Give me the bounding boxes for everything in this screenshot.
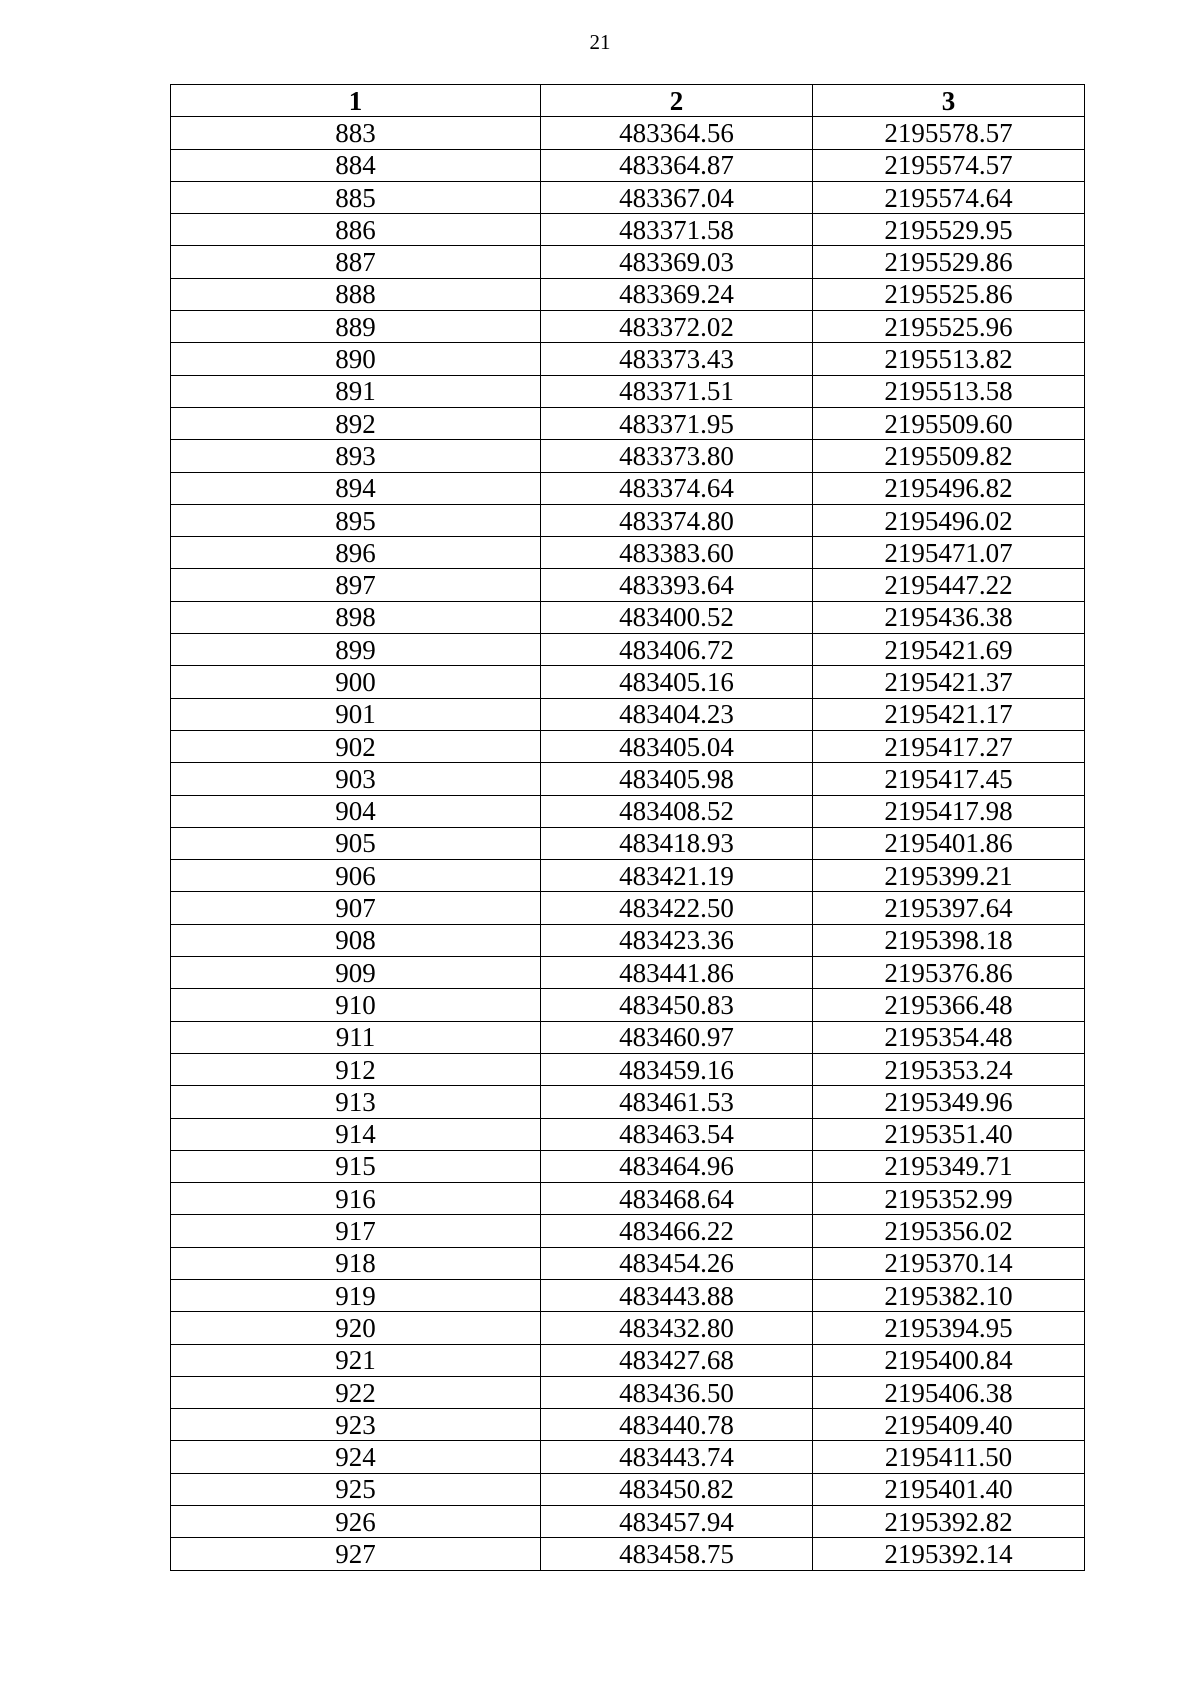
table-cell-col-2: 483459.16 (541, 1053, 813, 1085)
table-row (171, 795, 1085, 827)
table-row (171, 827, 1085, 859)
table-cell-col-3: 2195513.82 (813, 343, 1085, 375)
table-row (171, 730, 1085, 762)
coordinates-table (170, 84, 1085, 1571)
table-cell-col-2: 483405.16 (541, 666, 813, 698)
table-cell-col-1: 896 (171, 537, 541, 569)
table-cell-col-2: 483422.50 (541, 892, 813, 924)
table-cell-col-2: 483432.80 (541, 1312, 813, 1344)
table-cell-col-2: 483364.56 (541, 117, 813, 149)
table-cell-col-1: 912 (171, 1053, 541, 1085)
table-cell-col-1: 925 (171, 1473, 541, 1505)
table-row (171, 504, 1085, 536)
table-row (171, 1086, 1085, 1118)
table-cell-col-1: 887 (171, 246, 541, 278)
table-cell-col-1: 889 (171, 311, 541, 343)
table-row (171, 440, 1085, 472)
table-header-row (171, 85, 1085, 117)
table-cell-col-3: 2195398.18 (813, 924, 1085, 956)
table-cell-col-1: 919 (171, 1279, 541, 1311)
table-cell-col-2: 483436.50 (541, 1376, 813, 1408)
table-row (171, 1053, 1085, 1085)
table-cell-col-1: 920 (171, 1312, 541, 1344)
table-cell-col-2: 483454.26 (541, 1247, 813, 1279)
table-row (171, 1118, 1085, 1150)
table-cell-col-2: 483440.78 (541, 1409, 813, 1441)
table-cell-col-2: 483404.23 (541, 698, 813, 730)
table-cell-col-3: 2195356.02 (813, 1215, 1085, 1247)
table-cell-col-3: 2195376.86 (813, 957, 1085, 989)
table-cell-col-1: 906 (171, 860, 541, 892)
table-row (171, 343, 1085, 375)
table-row (171, 1279, 1085, 1311)
table-cell-col-1: 922 (171, 1376, 541, 1408)
table-row (171, 569, 1085, 601)
table-cell-col-1: 893 (171, 440, 541, 472)
table-cell-col-3: 2195392.82 (813, 1506, 1085, 1538)
table-cell-col-1: 914 (171, 1118, 541, 1150)
table-cell-col-3: 2195421.17 (813, 698, 1085, 730)
table-row (171, 117, 1085, 149)
table-cell-col-1: 924 (171, 1441, 541, 1473)
table-cell-col-3: 2195353.24 (813, 1053, 1085, 1085)
table-cell-col-3: 2195574.64 (813, 181, 1085, 213)
table-cell-col-2: 483418.93 (541, 827, 813, 859)
table-cell-col-1: 911 (171, 1021, 541, 1053)
table-cell-col-3: 2195529.86 (813, 246, 1085, 278)
table-cell-col-1: 886 (171, 214, 541, 246)
table-cell-col-2: 483423.36 (541, 924, 813, 956)
table-cell-col-2: 483421.19 (541, 860, 813, 892)
table-cell-col-2: 483373.43 (541, 343, 813, 375)
table-cell-col-3: 2195578.57 (813, 117, 1085, 149)
table-cell-col-1: 908 (171, 924, 541, 956)
table-cell-col-1: 885 (171, 181, 541, 213)
table-cell-col-2: 483468.64 (541, 1183, 813, 1215)
table-cell-col-2: 483393.64 (541, 569, 813, 601)
table-row (171, 989, 1085, 1021)
table-row (171, 181, 1085, 213)
table-cell-col-1: 888 (171, 278, 541, 310)
table-cell-col-3: 2195529.95 (813, 214, 1085, 246)
table-cell-col-2: 483373.80 (541, 440, 813, 472)
table-cell-col-3: 2195447.22 (813, 569, 1085, 601)
table-cell-col-2: 483461.53 (541, 1086, 813, 1118)
table-cell-col-3: 2195525.86 (813, 278, 1085, 310)
table-cell-col-3: 2195392.14 (813, 1538, 1085, 1570)
table-row (171, 214, 1085, 246)
table-cell-col-3: 2195471.07 (813, 537, 1085, 569)
table-cell-col-1: 918 (171, 1247, 541, 1279)
table-cell-col-2: 483405.04 (541, 730, 813, 762)
table-row (171, 1312, 1085, 1344)
table-cell-col-2: 483443.74 (541, 1441, 813, 1473)
table-cell-col-3: 2195394.95 (813, 1312, 1085, 1344)
table-row (171, 472, 1085, 504)
table-row (171, 1021, 1085, 1053)
table-cell-col-1: 902 (171, 730, 541, 762)
column-header-1: 1 (171, 85, 541, 117)
table-cell-col-3: 2195525.96 (813, 311, 1085, 343)
table-cell-col-1: 901 (171, 698, 541, 730)
table-cell-col-1: 890 (171, 343, 541, 375)
table-row (171, 1538, 1085, 1570)
table-cell-col-3: 2195417.45 (813, 763, 1085, 795)
table-cell-col-1: 883 (171, 117, 541, 149)
table-row (171, 698, 1085, 730)
table-cell-col-3: 2195574.57 (813, 149, 1085, 181)
table-cell-col-2: 483371.51 (541, 375, 813, 407)
table-cell-col-3: 2195400.84 (813, 1344, 1085, 1376)
table-cell-col-3: 2195349.71 (813, 1150, 1085, 1182)
table-cell-col-2: 483457.94 (541, 1506, 813, 1538)
table-row (171, 1441, 1085, 1473)
table-row (171, 407, 1085, 439)
table-cell-col-3: 2195370.14 (813, 1247, 1085, 1279)
table-cell-col-1: 894 (171, 472, 541, 504)
table-row (171, 1473, 1085, 1505)
table-cell-col-2: 483463.54 (541, 1118, 813, 1150)
table-row (171, 1376, 1085, 1408)
table-cell-col-1: 921 (171, 1344, 541, 1376)
column-header-3: 3 (813, 85, 1085, 117)
table-row (171, 375, 1085, 407)
table-cell-col-3: 2195401.86 (813, 827, 1085, 859)
table-cell-col-2: 483369.24 (541, 278, 813, 310)
table-cell-col-2: 483450.82 (541, 1473, 813, 1505)
table-row (171, 537, 1085, 569)
table-row (171, 634, 1085, 666)
table-cell-col-1: 915 (171, 1150, 541, 1182)
table-cell-col-2: 483372.02 (541, 311, 813, 343)
table-cell-col-3: 2195349.96 (813, 1086, 1085, 1118)
table-row (171, 311, 1085, 343)
table-cell-col-3: 2195509.60 (813, 407, 1085, 439)
table-row (171, 1150, 1085, 1182)
table-cell-col-3: 2195397.64 (813, 892, 1085, 924)
table-cell-col-1: 904 (171, 795, 541, 827)
table-cell-col-2: 483441.86 (541, 957, 813, 989)
table-cell-col-1: 905 (171, 827, 541, 859)
table-cell-col-3: 2195401.40 (813, 1473, 1085, 1505)
table-row (171, 1215, 1085, 1247)
table-cell-col-2: 483405.98 (541, 763, 813, 795)
table-cell-col-1: 884 (171, 149, 541, 181)
table-cell-col-1: 917 (171, 1215, 541, 1247)
table-cell-col-2: 483427.68 (541, 1344, 813, 1376)
table-cell-col-3: 2195354.48 (813, 1021, 1085, 1053)
table-cell-col-2: 483383.60 (541, 537, 813, 569)
page-number: 21 (589, 30, 611, 54)
table-row (171, 278, 1085, 310)
table-row (171, 1247, 1085, 1279)
table-row (171, 601, 1085, 633)
table-row (171, 1183, 1085, 1215)
table-cell-col-3: 2195417.27 (813, 730, 1085, 762)
table-row (171, 957, 1085, 989)
table-cell-col-3: 2195496.02 (813, 504, 1085, 536)
table-cell-col-1: 907 (171, 892, 541, 924)
table-cell-col-2: 483400.52 (541, 601, 813, 633)
table-cell-col-3: 2195513.58 (813, 375, 1085, 407)
table-cell-col-3: 2195496.82 (813, 472, 1085, 504)
table-cell-col-1: 913 (171, 1086, 541, 1118)
table-cell-col-1: 891 (171, 375, 541, 407)
table-row (171, 1409, 1085, 1441)
table-cell-col-2: 483374.80 (541, 504, 813, 536)
table-cell-col-3: 2195366.48 (813, 989, 1085, 1021)
table-cell-col-1: 903 (171, 763, 541, 795)
table-cell-col-2: 483371.95 (541, 407, 813, 439)
table-cell-col-1: 898 (171, 601, 541, 633)
table-cell-col-2: 483450.83 (541, 989, 813, 1021)
column-header-2: 2 (541, 85, 813, 117)
table-cell-col-1: 892 (171, 407, 541, 439)
table-cell-col-3: 2195409.40 (813, 1409, 1085, 1441)
table-cell-col-2: 483408.52 (541, 795, 813, 827)
table-cell-col-3: 2195382.10 (813, 1279, 1085, 1311)
table-cell-col-2: 483466.22 (541, 1215, 813, 1247)
table-row (171, 924, 1085, 956)
table-cell-col-3: 2195406.38 (813, 1376, 1085, 1408)
table-cell-col-2: 483371.58 (541, 214, 813, 246)
table-row (171, 1344, 1085, 1376)
table-row (171, 149, 1085, 181)
table-cell-col-1: 900 (171, 666, 541, 698)
table-cell-col-1: 927 (171, 1538, 541, 1570)
table-cell-col-1: 926 (171, 1506, 541, 1538)
table-cell-col-3: 2195436.38 (813, 601, 1085, 633)
table-cell-col-2: 483458.75 (541, 1538, 813, 1570)
table-cell-col-3: 2195509.82 (813, 440, 1085, 472)
table-cell-col-1: 895 (171, 504, 541, 536)
table-cell-col-2: 483406.72 (541, 634, 813, 666)
table-cell-col-2: 483374.64 (541, 472, 813, 504)
table-cell-col-2: 483367.04 (541, 181, 813, 213)
table-cell-col-1: 916 (171, 1183, 541, 1215)
table-cell-col-1: 909 (171, 957, 541, 989)
table-row (171, 1506, 1085, 1538)
table-row (171, 763, 1085, 795)
table-cell-col-3: 2195352.99 (813, 1183, 1085, 1215)
table-cell-col-2: 483460.97 (541, 1021, 813, 1053)
table-cell-col-1: 923 (171, 1409, 541, 1441)
table-cell-col-1: 910 (171, 989, 541, 1021)
table-cell-col-2: 483364.87 (541, 149, 813, 181)
table-row (171, 860, 1085, 892)
table-body (171, 117, 1085, 1570)
table-row (171, 666, 1085, 698)
table-cell-col-3: 2195417.98 (813, 795, 1085, 827)
table-cell-col-1: 899 (171, 634, 541, 666)
table-cell-col-3: 2195421.37 (813, 666, 1085, 698)
table-cell-col-2: 483443.88 (541, 1279, 813, 1311)
table-cell-col-3: 2195399.21 (813, 860, 1085, 892)
table-cell-col-2: 483464.96 (541, 1150, 813, 1182)
table-cell-col-3: 2195351.40 (813, 1118, 1085, 1150)
table-row (171, 892, 1085, 924)
table-cell-col-3: 2195411.50 (813, 1441, 1085, 1473)
table-cell-col-3: 2195421.69 (813, 634, 1085, 666)
table-cell-col-1: 897 (171, 569, 541, 601)
table-cell-col-2: 483369.03 (541, 246, 813, 278)
table-row (171, 246, 1085, 278)
